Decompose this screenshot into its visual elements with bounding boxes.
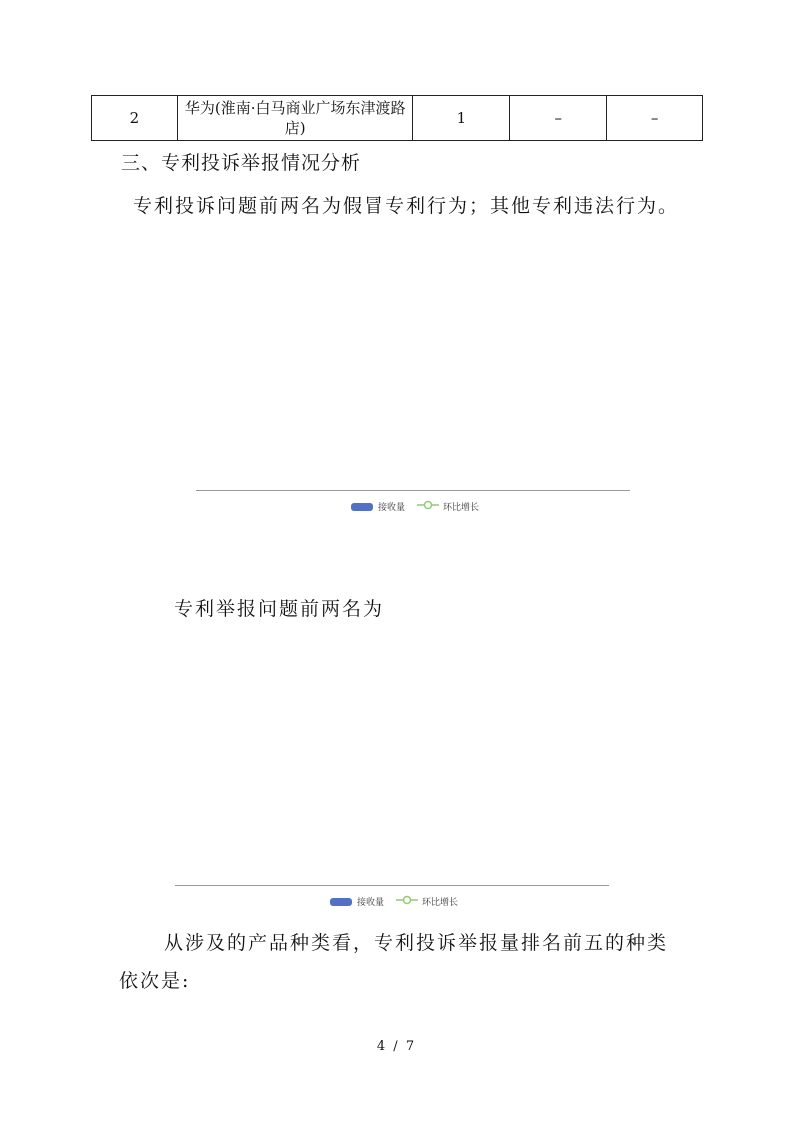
table-cell-count: 1 [413, 96, 510, 141]
table-row [92, 96, 703, 141]
legend-label-received: 接收量 [357, 898, 385, 908]
chart-axis-line [175, 885, 609, 886]
legend-label-growth: 环比增长 [443, 503, 480, 513]
table-cell-index: 2 [92, 96, 178, 141]
table-cell-store: 华为(淮南·白马商业广场东津渡路店) [177, 96, 413, 141]
store-table [91, 95, 703, 141]
chart-legend [351, 500, 479, 513]
chart-legend [330, 895, 458, 908]
legend-label-growth: 环比增长 [422, 898, 459, 908]
section-heading: 三、专利投诉举报情况分析 [121, 152, 362, 174]
paragraph-product-categories: 从涉及的产品种类看，专利投诉举报量排名前五的种类 [164, 932, 669, 954]
chart-reports [175, 875, 609, 915]
table-cell-col5: – [607, 96, 703, 141]
legend-label-received: 接收量 [378, 503, 406, 513]
paragraph-product-categories-cont: 依次是: [119, 970, 191, 992]
table-cell-col4: – [510, 96, 607, 141]
chart-axis-line [196, 490, 630, 491]
page-number: 4 / 7 [376, 1039, 417, 1054]
legend-line-marker-icon [417, 500, 439, 513]
legend-bar-swatch [330, 898, 352, 906]
paragraph-complaint-summary: 专利投诉问题前两名为假冒专利行为；其他专利违法行为。 [133, 195, 680, 217]
chart-complaints [196, 480, 630, 520]
legend-line-marker-icon [396, 895, 418, 908]
paragraph-report-summary: 专利举报问题前两名为 [174, 598, 385, 620]
legend-bar-swatch [351, 503, 373, 511]
